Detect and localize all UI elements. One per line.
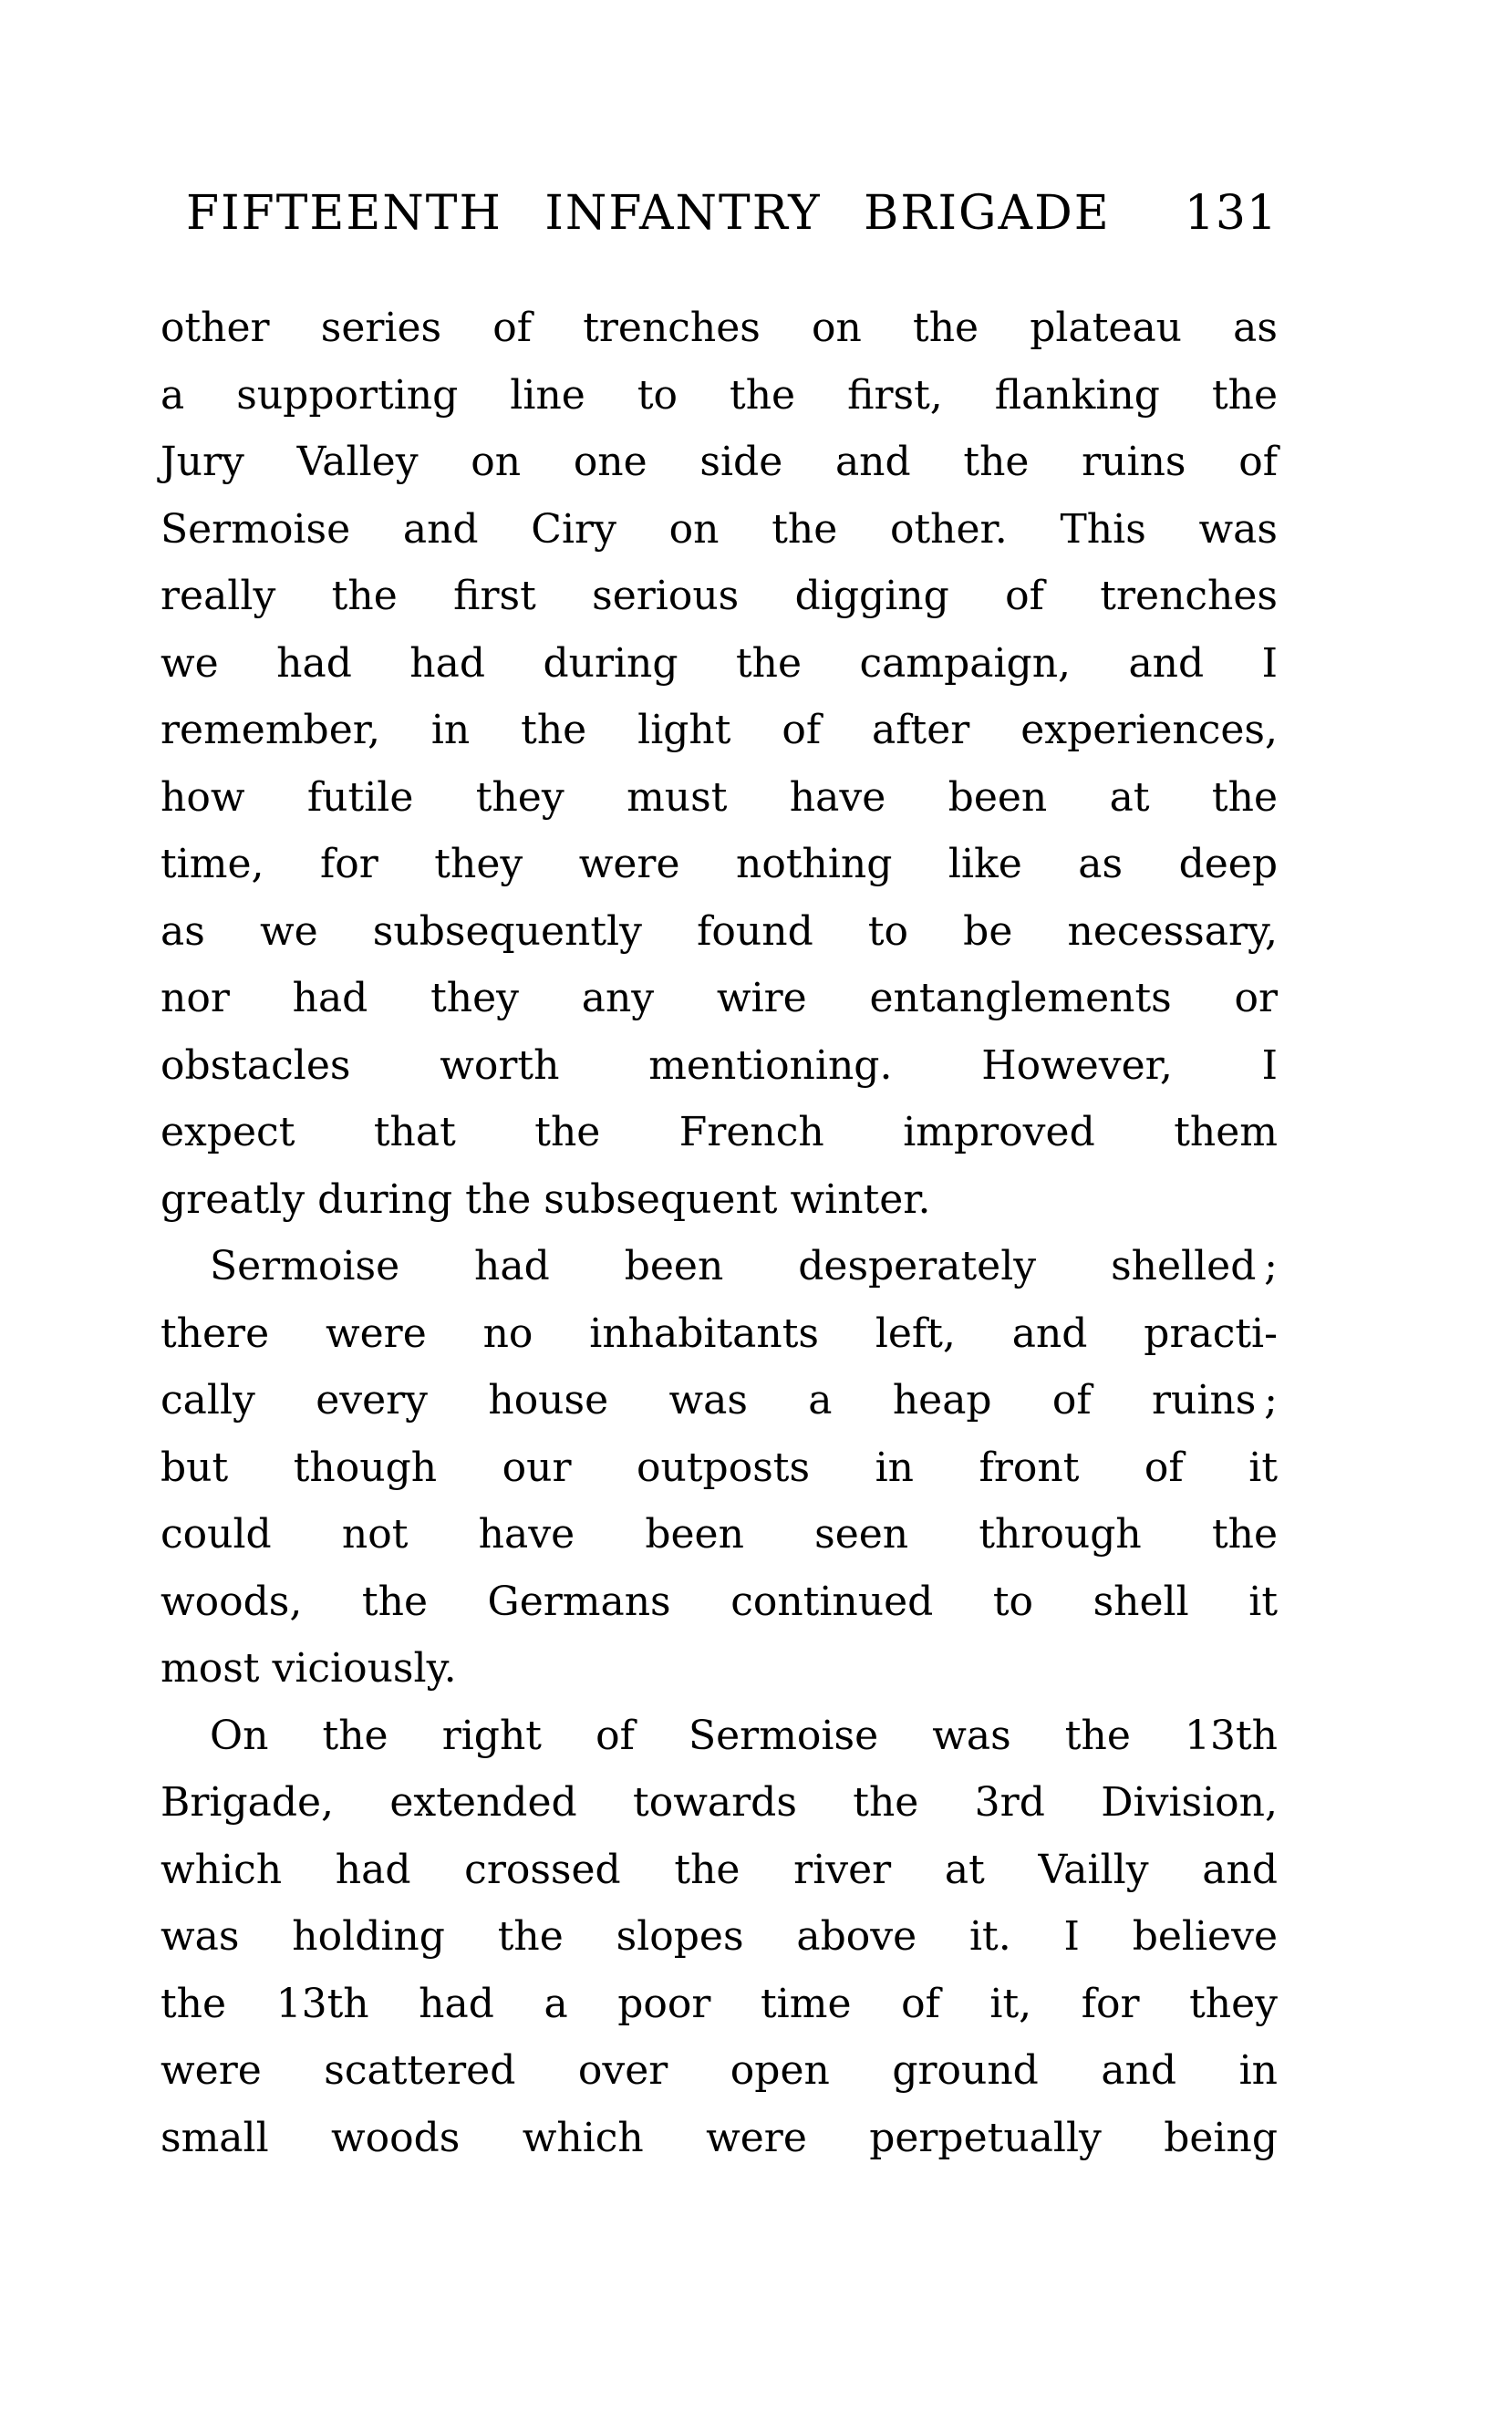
text-line: Sermoise and Ciry on the other. This was <box>161 505 1278 553</box>
text-line: a supporting line to the first, flanking the <box>161 371 1278 419</box>
text-line: small woods which were perpetually being <box>161 2114 1278 2161</box>
text-line: Jury Valley on one side and the ruins of <box>161 439 1278 485</box>
text-line: we had had during the campaign, and I <box>161 639 1278 687</box>
text-line: nor had they any wire entanglements or <box>161 975 1278 1021</box>
text-line: was holding the slopes above it. I believe <box>161 1913 1278 1960</box>
text-line: how futile they must have been at the <box>161 773 1278 821</box>
text-line: as we subsequently found to be necessary, <box>161 907 1278 955</box>
text-line: but though our outposts in front of it <box>161 1444 1278 1491</box>
text-line: woods, the Germans continued to shell it <box>161 1578 1278 1625</box>
page-number: 131 <box>1184 186 1278 241</box>
text-line: really the first serious digging of trenches <box>161 573 1278 619</box>
text-line: Sermoise had been desperately shelled ; <box>210 1243 1278 1289</box>
text-line: were scattered over open ground and in <box>161 2047 1278 2094</box>
text-line: time, for they were nothing like as deep <box>161 841 1278 887</box>
page-body <box>161 295 1278 2171</box>
text-line: cally every house was a heap of ruins ; <box>161 1377 1278 1424</box>
text-line: On the right of Sermoise was the 13th <box>210 1712 1278 1759</box>
text-line: other series of trenches on the plateau as <box>161 305 1278 351</box>
running-title: FIFTEENTH INFANTRY BRIGADE <box>186 186 1111 241</box>
text-line: most viciously. <box>161 1645 457 1692</box>
text-line: Brigade, extended towards the 3rd Division, <box>161 1779 1278 1826</box>
text-line: obstacles worth mentioning. However, I <box>161 1041 1278 1089</box>
text-line: the 13th had a poor time of it, for they <box>161 1980 1278 2027</box>
text-line: expect that the French improved them <box>161 1109 1278 1155</box>
text-line: which had crossed the river at Vailly and <box>161 1846 1278 1893</box>
text-line: greatly during the subsequent winter. <box>161 1175 931 1223</box>
text-line: could not have been seen through the <box>161 1511 1278 1558</box>
text-line: remember, in the light of after experiences, <box>161 707 1278 753</box>
page-header <box>161 186 1278 241</box>
text-line: there were no inhabitants left, and practi- <box>161 1310 1278 1357</box>
